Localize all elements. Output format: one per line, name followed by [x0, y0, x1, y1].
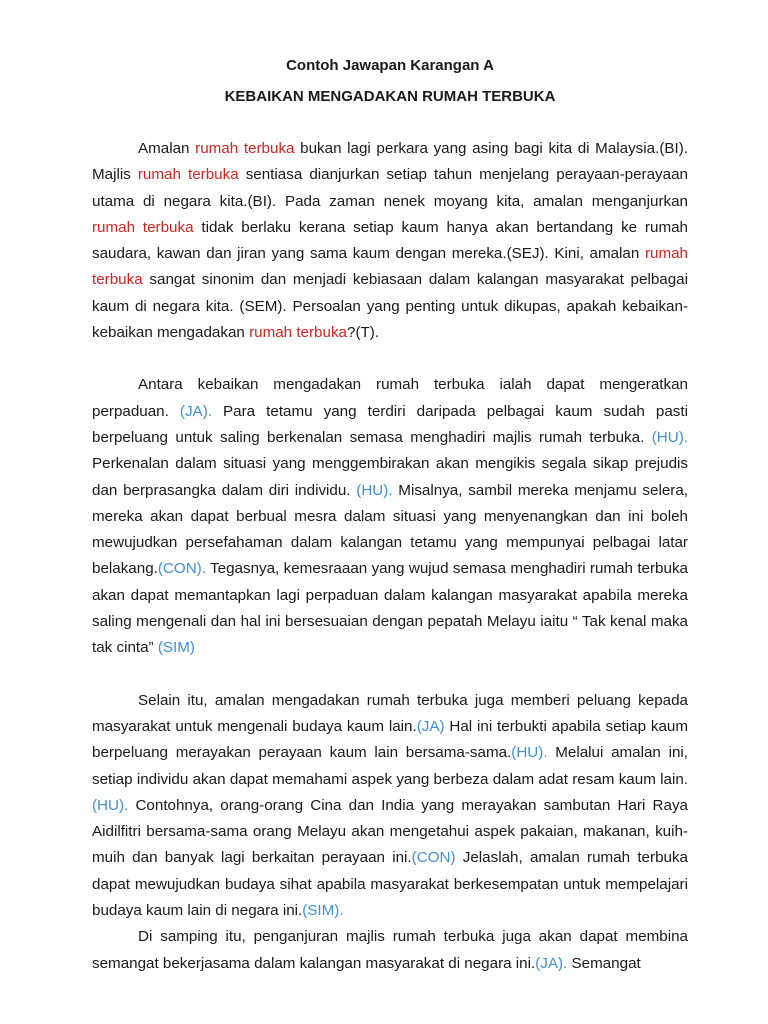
body-text: Para tetamu yang terdiri daripada pelbagai kaum sudah pasti berpeluang untuk saling berkenalan semasa menghadiri majlis rumah terbuka.: [92, 402, 688, 446]
document-title: Contoh Jawapan Karangan A: [286, 57, 494, 74]
paragraph-point-3: [92, 924, 688, 977]
body-text: bukan lagi perkara yang asing bagi kita di Malaysia.(BI). Majlis: [92, 140, 689, 184]
body-text: Hal ini terbukti apabila setiap kaum berpeluang merayakan perayaan kaum lain bersama-sama.: [92, 717, 688, 762]
body-text: Semangat: [567, 954, 641, 972]
annotation-tag: (SIM).: [302, 902, 344, 920]
highlighted-term: rumah terbuka: [195, 140, 295, 157]
document-page: [92, 54, 688, 977]
body-text: Misalnya, sambil mereka menjamu selera, mereka akan dapat berbual mesra dalam situasi yang menyenangkan dan ini boleh mewujudkan persefahaman dalam kalangan tetamu yang mempunyai pelbagai latar belakang.: [92, 481, 689, 578]
highlighted-term: rumah terbuka: [92, 218, 194, 236]
body-text: Melalui amalan ini, setiap individu akan dapat memahami aspek yang berbeza dalam adat resam kaum lain.: [92, 744, 688, 788]
annotation-tag: (JA): [416, 717, 445, 735]
highlighted-term: rumah terbuka: [249, 324, 347, 342]
annotation-tag: (SIM): [157, 639, 195, 657]
body-text: Perkenalan dalam situasi yang menggembirakan akan mengikis segala sikap prejudis dan berprasangka dalam diri individu.: [92, 455, 688, 499]
body-text: ?(T).: [347, 324, 380, 342]
body-text: Contohnya, orang-orang Cina dan India yang merayakan sambutan Hari Raya Aidilfitri bersama-sama orang Melayu akan mengetahui aspek pakaian, makanan, kuih-muih dan banyak lagi berkaitan perayaan ini.: [92, 796, 688, 867]
body-text: tidak berlaku kerana setiap kaum hanya akan bertandang ke rumah saudara, kawan dan jiran yang sama kaum dengan mereka.(SEJ). Kini, amalan: [92, 218, 688, 263]
body-text: Jelaslah, amalan rumah terbuka dapat mewujudkan budaya sihat apabila masyarakat berkesempatan untuk mempelajari budaya kaum lain di negara ini.: [92, 849, 688, 920]
annotation-tag: (CON).: [157, 560, 206, 578]
annotation-tag: (HU).: [651, 428, 688, 446]
body-text: Antara kebaikan mengadakan rumah terbuka ialah dapat mengeratkan perpaduan.: [92, 376, 688, 420]
annotation-tag: (CON): [411, 849, 456, 867]
body-text: Di samping itu, penganjuran majlis rumah terbuka juga akan dapat membina semangat bekerjasama dalam kalangan masyarakat di negara ini.: [92, 928, 688, 972]
highlighted-term: rumah terbuka: [137, 166, 239, 184]
body-text: sangat sinonim dan menjadi kebiasaan dalam kalangan masyarakat pelbagai kaum di negara kita. (SEM). Persoalan yang penting untuk dikupas, apakah kebaikan-kebaikan mengadakan: [92, 271, 688, 342]
annotation-tag: (HU).: [511, 744, 548, 762]
body-text: Amalan: [138, 140, 196, 157]
annotation-tag: (JA).: [179, 402, 212, 420]
paragraph-point-2: [92, 688, 688, 925]
highlighted-term: rumah terbuka: [92, 245, 688, 289]
annotation-tag: (JA).: [535, 954, 568, 972]
paragraph-introduction: [92, 136, 688, 346]
body-text: Tegasnya, kemesraaan yang wujud semasa menghadiri rumah terbuka akan dapat memantapkan lagi perpaduan dalam kalangan masyarakat apabila mereka saling mengenali dan hal ini bersesuaian dengan pepatah Melayu iaitu “ Tak kenal maka tak cinta”: [92, 560, 688, 657]
annotation-tag: (HU).: [92, 796, 129, 814]
body-text: Selain itu, amalan mengadakan rumah terbuka juga memberi peluang kepada masyarakat untuk mengenali budaya kaum lain.: [92, 691, 688, 735]
paragraph-point-1: [92, 372, 688, 661]
essay-title: KEBAIKAN MENGADAKAN RUMAH TERBUKA: [224, 88, 556, 105]
body-text: sentiasa dianjurkan setiap tahun menjelang perayaan-perayaan utama di negara kita.(BI). Pada zaman nenek moyang kita, amalan menganjurkan: [92, 166, 688, 210]
annotation-tag: (HU).: [356, 481, 393, 499]
